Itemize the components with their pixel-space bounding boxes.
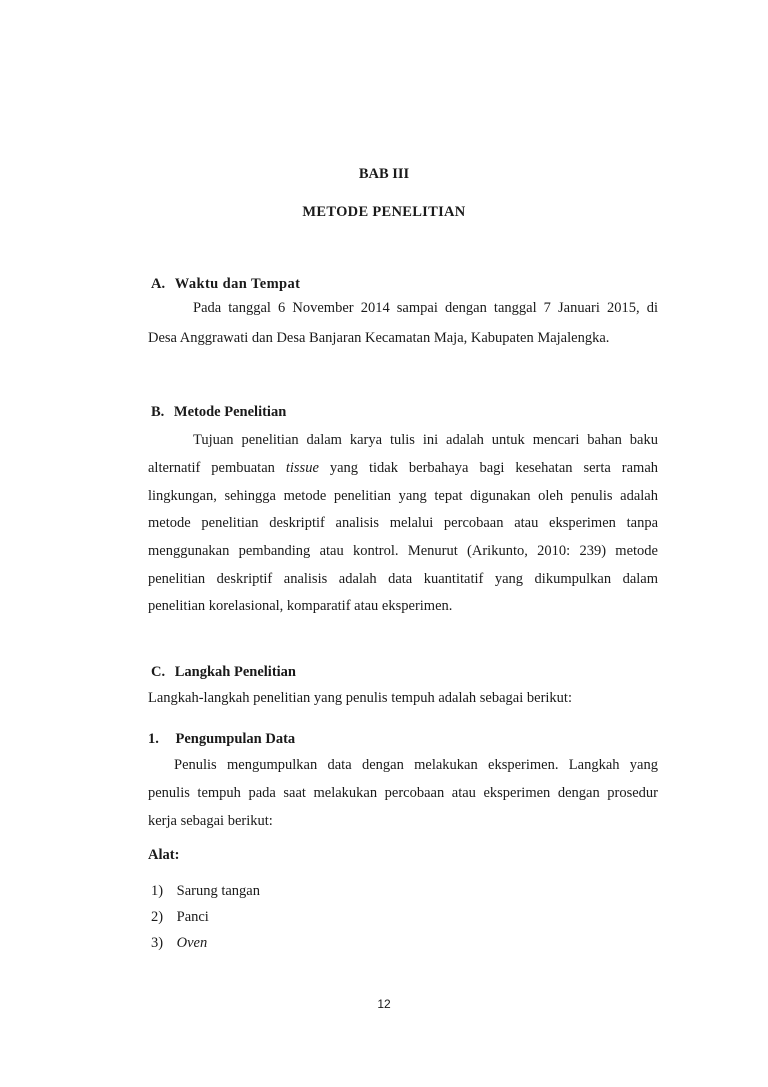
tool-item: [151, 935, 207, 952]
section-b-line-1: Tujuan penelitian dalam karya tulis ini adalah untuk mencari bahan baku: [193, 432, 658, 448]
section-c-label: C.: [151, 664, 166, 680]
tool-item-number: 3): [151, 935, 164, 951]
tool-item-number: 1): [151, 883, 164, 899]
section-a-title: Waktu dan Tempat: [174, 276, 301, 292]
section-a-line-2: Desa Anggrawati dan Desa Banjaran Kecamatan Maja, Kabupaten Majalengka.: [148, 330, 610, 346]
tool-item: [151, 883, 260, 900]
subsection-1-line-3: kerja sebagai berikut:: [148, 813, 273, 829]
tool-item-text: Sarung tangan: [176, 883, 260, 899]
section-c-intro: Langkah-langkah penelitian yang penulis tempuh adalah sebagai berikut:: [148, 690, 572, 706]
section-b-line-2-post: yang tidak berbahaya bagi kesehatan serta ramah: [329, 460, 659, 476]
subsection-1-line-2: penulis tempuh pada saat melakukan percobaan atau eksperimen dengan prosedur: [148, 785, 658, 801]
section-b-line-5: menggunakan pembanding atau kontrol. Menurut (Arikunto, 2010: 239) metode: [148, 543, 658, 559]
chapter-number: BAB III: [358, 166, 410, 182]
section-b-label: B.: [151, 404, 165, 420]
subsection-1-heading: [148, 731, 295, 748]
section-b-line-2-pre: alternatif pembuatan: [148, 460, 275, 476]
section-b-line-2-italic: tissue: [285, 460, 319, 476]
section-b-heading: [151, 404, 286, 421]
subsection-1-title: Pengumpulan Data: [175, 731, 296, 747]
section-b-line-3: lingkungan, sehingga metode penelitian yang tepat digunakan oleh penulis adalah: [148, 488, 658, 504]
section-b-line-7: penelitian korelasional, komparatif atau eksperimen.: [148, 598, 453, 614]
section-c-heading: [151, 664, 296, 681]
section-a-label: A.: [151, 276, 166, 292]
tool-item-text: Oven: [176, 935, 208, 951]
section-b-line-4: metode penelitian deskriptif analisis melalui percobaan atau eksperimen tanpa: [148, 515, 658, 531]
section-a-heading: [151, 276, 300, 293]
tool-item: [151, 909, 209, 926]
section-b-line-6: penelitian deskriptif analisis adalah data kuantitatif yang dikumpulkan dalam: [148, 571, 658, 587]
tool-item-number: 2): [151, 909, 164, 925]
tool-item-text: Panci: [176, 909, 209, 925]
chapter-title: METODE PENELITIAN: [302, 204, 466, 220]
section-b-line-2: [148, 460, 658, 477]
section-a-line-1: Pada tanggal 6 November 2014 sampai dengan tanggal 7 Januari 2015, di: [193, 300, 658, 316]
section-c-title: Langkah Penelitian: [174, 664, 296, 680]
tools-label: Alat:: [148, 847, 180, 863]
page-number: 12: [377, 997, 391, 1011]
subsection-1-line-1: Penulis mengumpulkan data dengan melakukan eksperimen. Langkah yang: [174, 757, 658, 773]
section-b-title: Metode Penelitian: [173, 404, 287, 420]
subsection-1-number: 1.: [148, 731, 159, 747]
